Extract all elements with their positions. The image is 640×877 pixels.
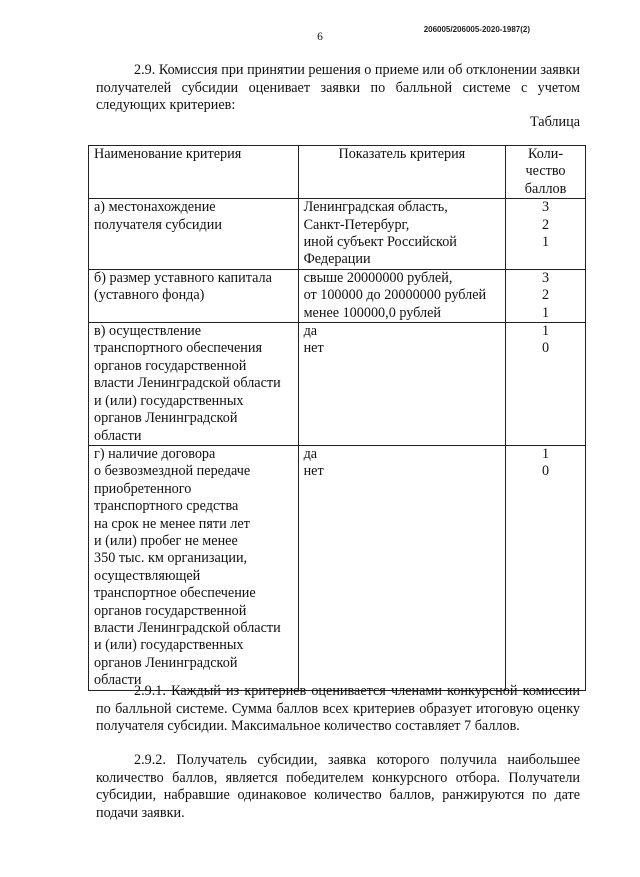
score-cell [506, 269, 586, 322]
criterion-cell [89, 445, 299, 690]
indicator-line: Ленинградская область, [303, 199, 448, 216]
criterion-line: а) местонахождение [94, 199, 216, 216]
indicator-line: иной субъект Российской [303, 234, 457, 251]
criterion-line: органов государственной [94, 357, 247, 374]
criterion-line: транспортное обеспечение [94, 585, 256, 602]
indicator-line: Санкт-Петербург, [303, 216, 410, 233]
indicator-cell [298, 199, 506, 270]
header-score-line: Коли- [528, 146, 564, 162]
indicator-cell [298, 269, 506, 322]
score-value: 1 [542, 445, 550, 462]
indicator-line: менее 100000,0 рублей [303, 304, 441, 321]
indicator-cell [298, 445, 506, 690]
score-cell [506, 445, 586, 690]
criterion-line: власти Ленинградской области [94, 375, 281, 392]
intro-paragraph: 2.9. Комиссия при принятии решения о приеме или об отклонении заявки получателей субсидии оценивает заявки по балльной системе с учетом следующих критериев: [96, 62, 580, 113]
criterion-line: и (или) пробег не менее [94, 532, 238, 549]
score-value: 0 [542, 340, 550, 357]
table-row [89, 269, 586, 322]
indicator-cell [298, 323, 506, 446]
criterion-line: и (или) государственных [94, 392, 244, 409]
header-score [506, 146, 586, 199]
score-value: 3 [542, 269, 550, 286]
score-value: 0 [542, 463, 550, 480]
indicator-line: нет [303, 463, 324, 480]
score-value: 1 [542, 234, 550, 251]
criterion-line: органов государственной [94, 602, 247, 619]
page-number: 6 [317, 31, 323, 43]
criterion-cell [89, 199, 299, 270]
criterion-line: транспортного средства [94, 498, 239, 515]
header-score-line: чество [525, 163, 566, 180]
criterion-cell [89, 323, 299, 446]
criterion-line: осуществляющей [94, 567, 201, 584]
criterion-line: органов Ленинградской [94, 654, 238, 671]
score-value: 3 [542, 199, 550, 216]
table-caption: Таблица [529, 114, 580, 130]
criteria-table [88, 145, 586, 691]
score-value: 2 [542, 216, 550, 233]
criterion-line: в) осуществление [94, 323, 202, 340]
criterion-line: транспортного обеспечения [94, 340, 262, 357]
criterion-line: 350 тыс. км организации, [94, 550, 248, 567]
indicator-line: от 100000 до 20000000 рублей [303, 287, 487, 304]
score-value: 2 [542, 287, 550, 304]
table-row [89, 199, 586, 270]
criterion-line: на срок не менее пяти лет [94, 515, 250, 532]
score-cell [506, 323, 586, 446]
indicator-line: да [303, 323, 318, 340]
criterion-line: (уставного фонда) [94, 287, 205, 304]
table-row [89, 323, 586, 446]
score-value: 1 [542, 323, 550, 340]
paragraph-2-9-2: 2.9.2. Получатель субсидии, заявка которого получила наибольшее количество баллов, является победителем конкурсного отбора. Получатели субсидии, набравшие одинаковое количество баллов, ранжируются по дате подачи заявки. [96, 752, 580, 821]
indicator-line: свыше 20000000 рублей, [303, 269, 453, 286]
indicator-line: нет [303, 340, 324, 357]
criterion-line: области [94, 672, 142, 689]
criterion-line: и (или) государственных [94, 637, 244, 654]
criterion-cell [89, 269, 299, 322]
criterion-line: получателя субсидии [94, 216, 222, 233]
header-score-line: баллов [524, 180, 567, 197]
criterion-line: г) наличие договора [94, 445, 216, 462]
criterion-line: области [94, 427, 142, 444]
header-criterion: Наименование критерия [89, 146, 299, 199]
table-row [89, 445, 586, 690]
criterion-line: органов Ленинградской [94, 410, 238, 427]
doc-code: 206005/206005-2020-1987(2) [423, 25, 530, 34]
header-indicator: Показатель критерия [298, 146, 506, 199]
criterion-line: б) размер уставного капитала [94, 269, 272, 286]
paragraph-2-9-1: 2.9.1. Каждый из критериев оценивается членами конкурсной комиссии по балльной системе. Сумма баллов всех критериев образует итоговую оценку получателя субсидии. Максимальное количество составляет 7 баллов. [96, 683, 580, 734]
score-cell [506, 199, 586, 270]
indicator-line: Федерации [303, 251, 371, 268]
table-header-row [89, 146, 586, 199]
criterion-line: приобретенного [94, 480, 192, 497]
score-value: 1 [542, 304, 550, 321]
indicator-line: да [303, 445, 318, 462]
criterion-line: власти Ленинградской области [94, 619, 281, 636]
criterion-line: о безвозмездной передаче [94, 463, 251, 480]
